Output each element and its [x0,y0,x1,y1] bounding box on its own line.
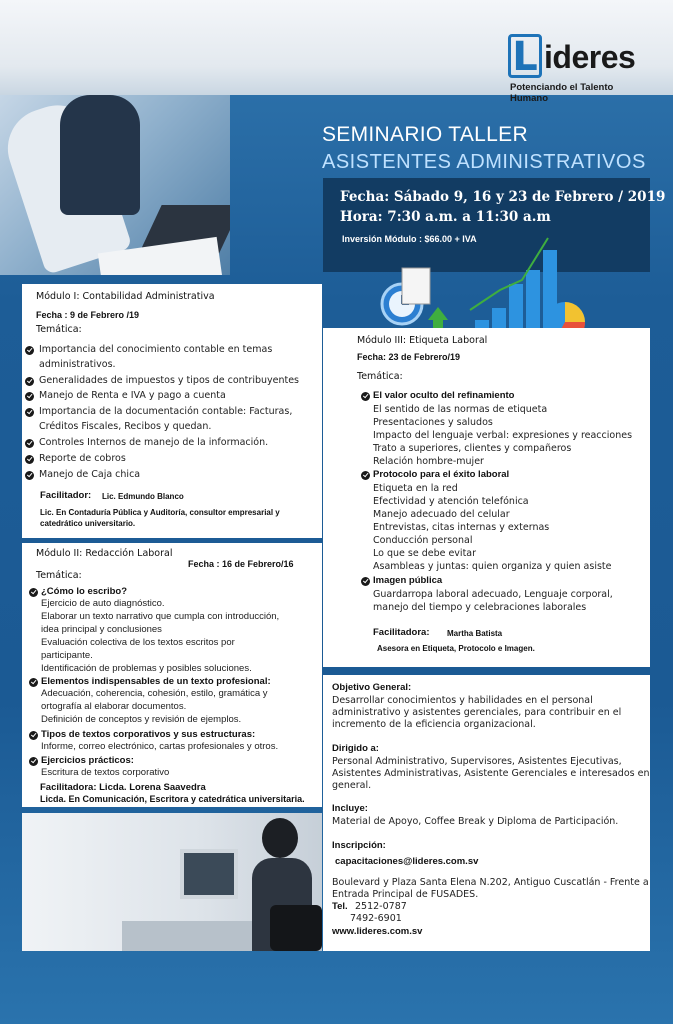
check-icon [29,757,38,766]
logo-letter: L [508,34,542,78]
module-2-panel [22,543,322,807]
facilitator-name: Facilitadora: Licda. Lorena Saavedra [40,782,206,793]
objective-text: Desarrollar conocimientos y habilidades en el personal [332,695,593,706]
phone-number: 7492-6901 [350,913,402,924]
list-item: Escritura de textos corporativo [41,767,170,778]
check-icon [25,471,34,480]
website-link[interactable]: www.lideres.com.sv [332,926,423,937]
objective-label: Objetivo General: [332,682,412,693]
module-3-date: Fecha: 23 de Febrero/19 [357,352,461,362]
module-3-title: Módulo III: Etiqueta Laboral [357,335,488,346]
list-item: Ejercicio de auto diagnóstico. [41,598,165,609]
address-text: Entrada Principal de FUSADES. [332,889,479,900]
email-link[interactable]: capacitaciones@lideres.com.sv [335,856,479,867]
list-item: Importancia del conocimiento contable en temas [39,344,273,355]
check-icon [29,678,38,687]
list-item: ortografía al elaborar documentos. [41,701,187,712]
audience-label: Dirigido a: [332,743,379,754]
list-item: El sentido de las normas de etiqueta [373,404,548,415]
logo-word: ideres [544,39,636,75]
list-item: Definición de conceptos y revisión de ejemplos. [41,714,242,725]
module-2-title: Módulo II: Redacción Laboral [36,548,173,559]
module-1-title: Módulo I: Contabilidad Administrativa [36,291,215,302]
list-item: Guardarropa laboral adecuado, Lenguaje corporal, [373,589,613,600]
list-item: Evaluación colectiva de los textos escritos por [41,637,235,648]
list-item: Trato a superiores, clientes y compañeros [373,443,572,454]
check-icon [29,588,38,597]
list-item: Controles Internos de manejo de la información. [39,437,269,448]
facilitator-name: Lic. Edmundo Blanco [102,492,184,501]
investment-price: Inversión Módulo : $66.00 + IVA [342,234,477,244]
schedule-date: Fecha: Sábado 9, 16 y 23 de Febrero / 2019 [340,189,666,205]
list-item: Reporte de cobros [39,453,126,464]
check-icon [25,455,34,464]
facilitator-label: Facilitadora: [373,627,430,638]
list-item: Ejercicios prácticos: [41,755,134,766]
module-1-panel [22,284,322,538]
audience-text: general. [332,780,372,791]
module-1-date: Fecha : 9 de Febrero /19 [36,310,140,320]
check-icon [29,731,38,740]
facilitator-desc: catedrático universitario. [40,519,136,528]
list-item: Importancia de la documentación contable: Facturas, [39,406,293,417]
lideres-logo [508,34,638,104]
list-item: Manejo de Caja chica [39,469,141,480]
facilitator-desc: Asesora en Etiqueta, Protocolo e Imagen. [377,644,535,653]
list-item: Protocolo para el éxito laboral [373,469,510,480]
check-icon [25,408,34,417]
check-icon [361,577,370,586]
facilitator-desc: Licda. En Comunicación, Escritora y catedrática universitaria. [40,794,305,804]
list-item: El valor oculto del refinamiento [373,390,515,401]
schedule-time: Hora: 7:30 a.m. a 11:30 a.m [340,209,551,225]
audience-text: Asistentes Administrativas, Asistente Gerenciales e interesados en [332,768,650,779]
list-item: Etiqueta en la red [373,483,458,494]
objective-text: incremento de la eficiencia organizacional. [332,719,536,730]
seminar-subtitle: ASISTENTES ADMINISTRATIVOS [322,151,646,173]
list-item: Elementos indispensables de un texto profesional: [41,676,271,687]
list-item: idea principal y conclusiones [41,624,162,635]
list-item: Entrevistas, citas internas y externas [373,522,550,533]
list-item: Generalidades de impuestos y tipos de contribuyentes [39,375,300,386]
check-icon [25,439,34,448]
includes-label: Incluye: [332,803,368,814]
check-icon [361,471,370,480]
module-2-date: Fecha : 16 de Febrero/16 [188,559,294,569]
facilitator-label: Facilitador: [40,490,92,501]
list-item: Relación hombre-mujer [373,456,484,467]
module-1-tematica: Temática: [36,324,82,335]
list-item: Imagen pública [373,575,443,586]
module-3-panel [323,328,650,667]
phone-number: 2512-0787 [355,901,407,912]
includes-text: Material de Apoyo, Coffee Break y Diploma de Participación. [332,816,619,827]
list-item: Créditos Fiscales, Recibos y quedan. [39,421,212,432]
list-item: Impacto del lenguaje verbal: expresiones y reacciones [373,430,633,441]
list-item: Efectividad y atención telefónica [373,496,529,507]
check-icon [25,392,34,401]
module-2-tematica: Temática: [36,570,82,581]
list-item: manejo del tiempo y celebraciones laborales [373,602,587,613]
check-icon [25,346,34,355]
list-item: participante. [41,650,93,661]
list-item: Identificación de problemas y posibles soluciones. [41,663,252,674]
facilitator-name: Martha Batista [447,629,503,638]
phone-label: Tel. [332,901,348,912]
registration-label: Inscripción: [332,840,386,851]
woman-at-computer-photo [22,813,322,951]
list-item: Manejo de Renta e IVA y pago a cuenta [39,390,226,401]
objective-text: administrativo y asistentes gerenciales, para contribuir en el [332,707,622,718]
list-item: Elaborar un texto narrativo que cumpla con introducción, [41,611,280,622]
check-icon [25,377,34,386]
office-photo [0,95,230,275]
seminar-title: SEMINARIO TALLER [322,123,528,146]
list-item: Presentaciones y saludos [373,417,493,428]
list-item: Conducción personal [373,535,473,546]
list-item: Adecuación, coherencia, cohesión, estilo, gramática y [41,688,268,699]
list-item: Tipos de textos corporativos y sus estructuras: [41,729,256,740]
list-item: Manejo adecuado del celular [373,509,510,520]
list-item: Asambleas y juntas: quien organiza y quien asiste [373,561,612,572]
logo-tagline: Potenciando el Talento Humano [510,82,614,104]
check-icon [361,392,370,401]
facilitator-desc: Lic. En Contaduría Pública y Auditoría, consultor empresarial y [40,508,280,517]
address-text: Boulevard y Plaza Santa Elena N.202, Antiguo Cuscatlán - Frente a [332,877,649,888]
list-item: Informe, correo electrónico, cartas profesionales y otros. [41,741,279,752]
audience-text: Personal Administrativo, Supervisores, Asistentes Ejecutivas, [332,756,622,767]
general-info-panel [323,675,650,951]
list-item: Lo que se debe evitar [373,548,477,559]
list-item: ¿Cómo lo escribo? [41,586,128,597]
list-item: administrativos. [39,359,116,370]
module-3-tematica: Temática: [357,371,403,382]
